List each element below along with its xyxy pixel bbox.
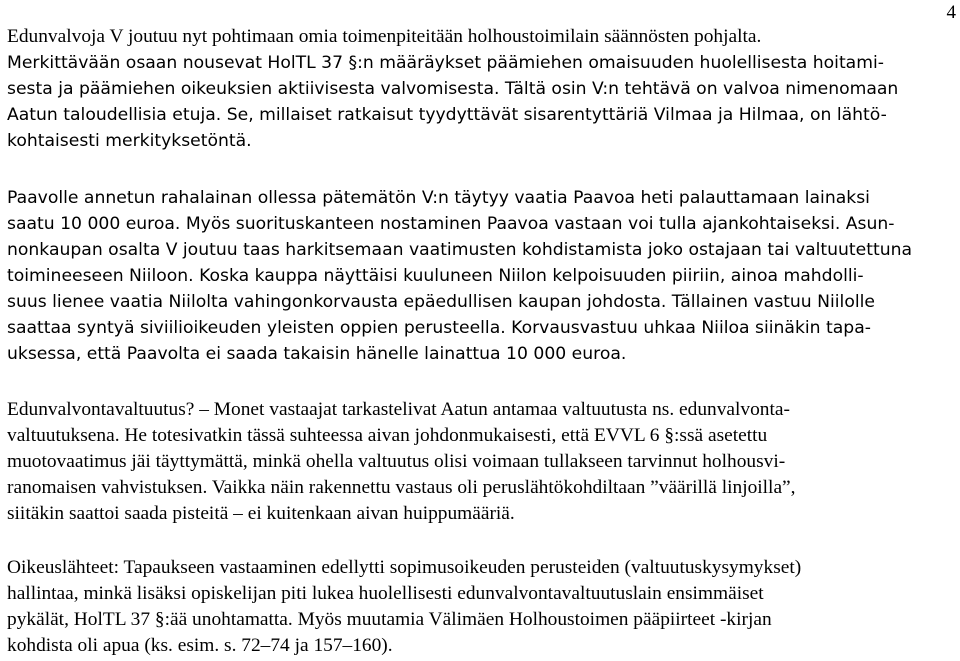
text-line: Oikeuslähteet: Tapaukseen vastaaminen edellytti sopimusoikeuden perusteiden (valtuutuskysymykset) <box>7 557 802 578</box>
text-line: ranomaisen vahvistuksen. Vaikka näin rakennettu vastaus oli peruslähtökohdiltaan ”väärillä linjoilla”, <box>7 477 796 498</box>
text-line: muotovaatimus jäi täyttymättä, minkä ohella valtuutus olisi voimaan tullakseen tarvinnut holhousvi- <box>7 451 786 472</box>
text-line: pykälät, HolTL 37 §:ää unohtamatta. Myös muutamia Välimäen Holhoustoimen pääpiirteet -kirjan <box>7 609 772 630</box>
text-line: saatu 10 000 euroa. Myös suorituskanteen nostaminen Paavoa vastaan voi tulla ajankohtaiseksi. Asun- <box>7 214 895 234</box>
text-line: valtuutuksena. He totesivatkin tässä suhteessa aivan johdonmukaisesti, että EVVL 6 §:ssä asetettu <box>7 425 768 446</box>
text-line: uksessa, että Paavolta ei saada takaisin hänelle lainattua 10 000 euroa. <box>7 344 627 364</box>
text-line: nonkaupan osalta V joutuu taas harkitsemaan vaatimusten kohdistamista joko ostajaan tai valtuutettuna <box>7 240 913 260</box>
text-line: kohtaisesti merkityksetöntä. <box>7 131 252 151</box>
paragraph-guardian-duties <box>7 24 953 154</box>
text-line: toimineeseen Niiloon. Koska kauppa näyttäisi kuuluneen Niilon kelpoisuuden piiriin, ainoa mahdolli- <box>7 266 864 286</box>
text-line: hallintaa, minkä lisäksi opiskelijan piti lukea huolellisesti edunvalvontavaltuutuslain ensimmäiset <box>7 583 764 604</box>
page-number: 4 <box>946 2 956 23</box>
text-line: Edunvalvoja V joutuu nyt pohtimaan omia toimenpiteitään holhoustoimilain säännösten pohjalta. <box>7 26 762 47</box>
text-line: suus lienee vaatia Niilolta vahingonkorvausta epäedullisen kaupan johdosta. Tällainen vastuu Niilolle <box>7 292 875 312</box>
text-line: siitäkin saattoi saada pisteitä – ei kuitenkaan aivan huippumääriä. <box>7 503 515 524</box>
text-line: kohdista oli apua (ks. esim. s. 72–74 ja 157–160). <box>7 635 393 656</box>
paragraph-loan-and-sale <box>7 185 953 367</box>
text-line: Merkittävään osaan nousevat HolTL 37 §:n määräykset päämiehen omaisuuden huolellisesta hoitami- <box>7 53 884 73</box>
text-line: Edunvalvontavaltuutus? – Monet vastaajat tarkastelivat Aatun antamaa valtuutusta ns. edunvalvonta- <box>7 399 790 420</box>
text-line: sesta ja päämiehen oikeuksien aktiivisesta valvomisesta. Tältä osin V:n tehtävä on valvoa nimenomaan <box>7 79 899 99</box>
paragraph-continuing-power-of-attorney <box>7 397 953 527</box>
paragraph-legal-sources <box>7 555 953 659</box>
text-line: Aatun taloudellisia etuja. Se, millaiset ratkaisut tyydyttävät sisarentyttäriä Vilmaa ja Hilmaa, on lähtö- <box>7 105 887 125</box>
text-line: Paavolle annetun rahalainan ollessa pätemätön V:n täytyy vaatia Paavoa heti palauttamaan lainaksi <box>7 188 870 208</box>
text-line: saattaa syntyä siviilioikeuden yleisten oppien perusteella. Korvausvastuu uhkaa Niiloa siinäkin tapa- <box>7 318 871 338</box>
